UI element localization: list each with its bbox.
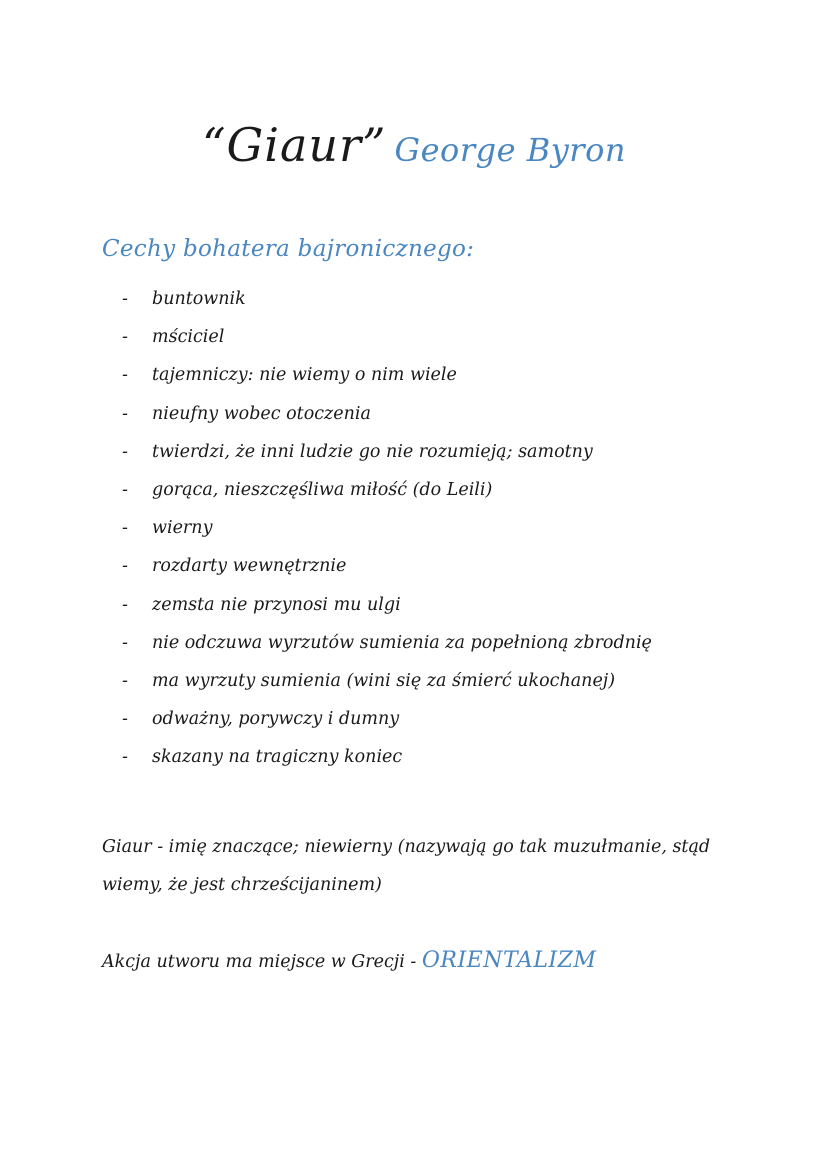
list-item bbox=[122, 433, 652, 471]
list-item bbox=[122, 318, 652, 356]
list-item-text: odważny, porywczy i dumny bbox=[152, 709, 400, 730]
list-dash: - bbox=[122, 670, 128, 691]
section-heading: Cechy bohatera bajronicznego: bbox=[102, 236, 475, 262]
list-item-text: wierny bbox=[152, 518, 213, 539]
paragraph-setting bbox=[102, 942, 722, 981]
paragraph-setting-text: Akcja utworu ma miejsce w Grecji - bbox=[102, 951, 422, 972]
list-dash: - bbox=[122, 747, 128, 768]
traits-list bbox=[122, 280, 652, 776]
list-dash: - bbox=[122, 556, 128, 577]
list-dash: - bbox=[122, 518, 128, 539]
list-item bbox=[122, 356, 652, 394]
list-item-text: mściciel bbox=[152, 327, 225, 348]
list-dash: - bbox=[122, 365, 128, 386]
list-item-text: tajemniczy: nie wiemy o nim wiele bbox=[152, 365, 457, 386]
list-item bbox=[122, 624, 652, 662]
list-item-text: twierdzi, że inni ludzie go nie rozumieją; samotny bbox=[152, 441, 593, 462]
list-item bbox=[122, 280, 652, 318]
list-item-text: nieufny wobec otoczenia bbox=[152, 403, 371, 424]
list-item bbox=[122, 395, 652, 433]
list-dash: - bbox=[122, 632, 128, 653]
list-item bbox=[122, 547, 652, 585]
document-title bbox=[0, 118, 828, 172]
list-dash: - bbox=[122, 327, 128, 348]
list-dash: - bbox=[122, 403, 128, 424]
list-item bbox=[122, 662, 652, 700]
list-item-text: rozdarty wewnętrznie bbox=[152, 556, 347, 577]
list-item bbox=[122, 586, 652, 624]
paragraph-giaur-meaning: Giaur - imię znaczące; niewierny (nazywają go tak muzułmanie, stąd wiemy, że jest chrześcijaninem) bbox=[102, 836, 711, 895]
list-item bbox=[122, 509, 652, 547]
list-dash: - bbox=[122, 594, 128, 615]
orientalizm-highlight: ORIENTALIZM bbox=[421, 947, 597, 973]
list-item-text: skazany na tragiczny koniec bbox=[152, 747, 403, 768]
list-dash: - bbox=[122, 480, 128, 501]
list-dash: - bbox=[122, 709, 128, 730]
list-item-text: ma wyrzuty sumienia (wini się za śmierć ukochanej) bbox=[152, 670, 616, 691]
list-item bbox=[122, 700, 652, 738]
list-item bbox=[122, 738, 652, 776]
title-work: “Giaur” bbox=[202, 118, 387, 172]
title-author: George Byron bbox=[394, 131, 626, 169]
list-item bbox=[122, 471, 652, 509]
list-item-text: zemsta nie przynosi mu ulgi bbox=[152, 594, 401, 615]
list-dash: - bbox=[122, 289, 128, 310]
list-item-text: buntownik bbox=[152, 289, 246, 310]
list-item-text: gorąca, nieszczęśliwa miłość (do Leili) bbox=[152, 480, 493, 501]
list-dash: - bbox=[122, 441, 128, 462]
list-item-text: nie odczuwa wyrzutów sumienia za popełnioną zbrodnię bbox=[152, 632, 652, 653]
